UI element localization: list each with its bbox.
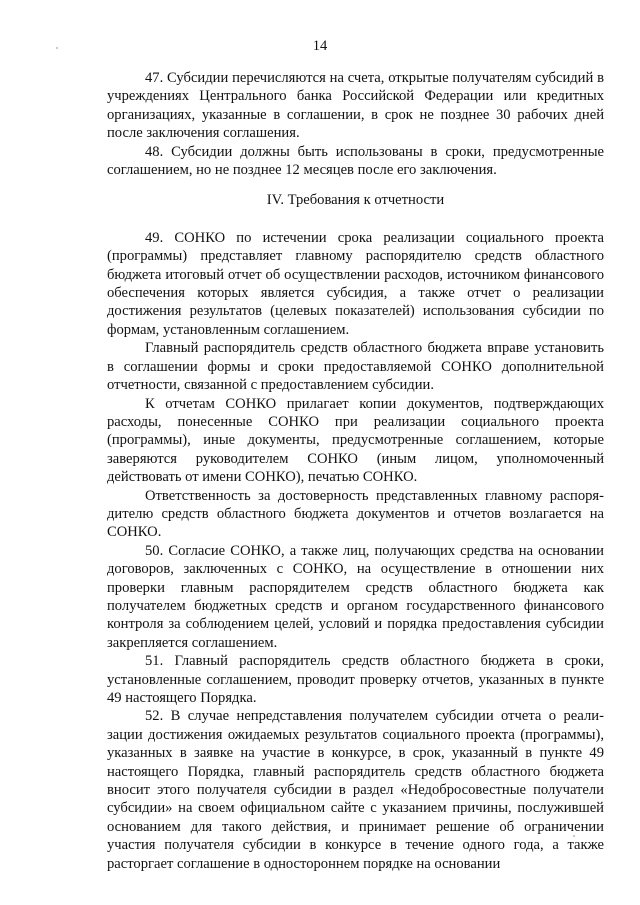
paragraph-49-attachments: К отчетам СОНКО прилагает копии документов, подтверждающих расходы, понесенные СОНКО при реализации социального проекта (программы), иные документы, предусмотренные соглашением, которые заверяются руководителем СОНКО (иным лицом, уполномоченный действовать от имени СОНКО), печатью СОНКО.: [107, 395, 604, 486]
scan-speck: [573, 835, 575, 837]
paragraph-47: 47. Субсидии перечисляются на счета, открытые получателям субсидий в учреждениях Центрального банка Российской Федерации или кредитных организациях, указанные в соглашении, в срок не позднее 30 рабочих дней после заключения соглашения.: [107, 70, 604, 142]
paragraph-49-forms: Главный распорядитель средств областного бюджета вправе установить в соглашении формы и сроки предоставляемой СОНКО дополнительной отчетности, связанной с предоставлением субсидии.: [107, 340, 604, 394]
paragraph-49-responsibility: Ответственность за достоверность представленных главному распорядителю средств областного бюджета документов и отчетов возлагается на СОНКО.: [107, 487, 604, 541]
spacer: [107, 179, 604, 191]
paragraph-52: 52. В случае непредставления получателем субсидии отчета о реализации достижения ожидаемых результатов социального проекта (программы), указанных в заявке на участие в конкурсе, в срок, указанный в пункте 49 настоящего Порядка, главный распорядитель средств областного бюджета вносит этого получателя субсидии в раздел «Недобросовестные получатели субсидии» на своем официальном сайте с указанием причины, послужившей основанием для такого действия, и принимает решение об ограничении участия получателя субсидии в конкурсе в течение одного года, а также расторгает соглашение в одностороннем порядке на основании: [107, 708, 604, 872]
paragraph-49: 49. СОНКО по истечении срока реализации социального проекта (программы) представляет главному распорядителю средств областного бюджета итоговый отчет об осуществлении расходов, источником финансового обеспечения которых является субсидия, а также отчет о реализации достижения результатов (целевых показателей) использования субсидии по формам, установленным соглашением.: [107, 229, 604, 338]
spacer: [107, 210, 604, 229]
document-body: [107, 69, 604, 873]
paragraph-48: 48. Субсидии должны быть использованы в сроки, предусмотренные соглашением, но не позднее 12 месяцев после его заключения.: [107, 143, 604, 179]
scan-speck: [56, 47, 58, 49]
section-heading: IV. Требования к отчетности: [266, 192, 445, 209]
paragraph-50: 50. Согласие СОНКО, а также лиц, получающих средства на основании договоров, заключенных с СОНКО, на осуществление в отношении них проверки главным распорядителем средств областного бюджета как получателем бюджетных средств и органом государственного финансового контроля за соблюдением целей, условий и порядка предоставления субсидии закрепляется соглашением.: [107, 542, 604, 651]
paragraph-51: 51. Главный распорядитель средств областного бюджета в сроки, установленные соглашением, проводит проверку отчетов, указанных в пункте 49 настоящего Порядка.: [107, 653, 604, 706]
page-number: 14: [312, 38, 328, 54]
